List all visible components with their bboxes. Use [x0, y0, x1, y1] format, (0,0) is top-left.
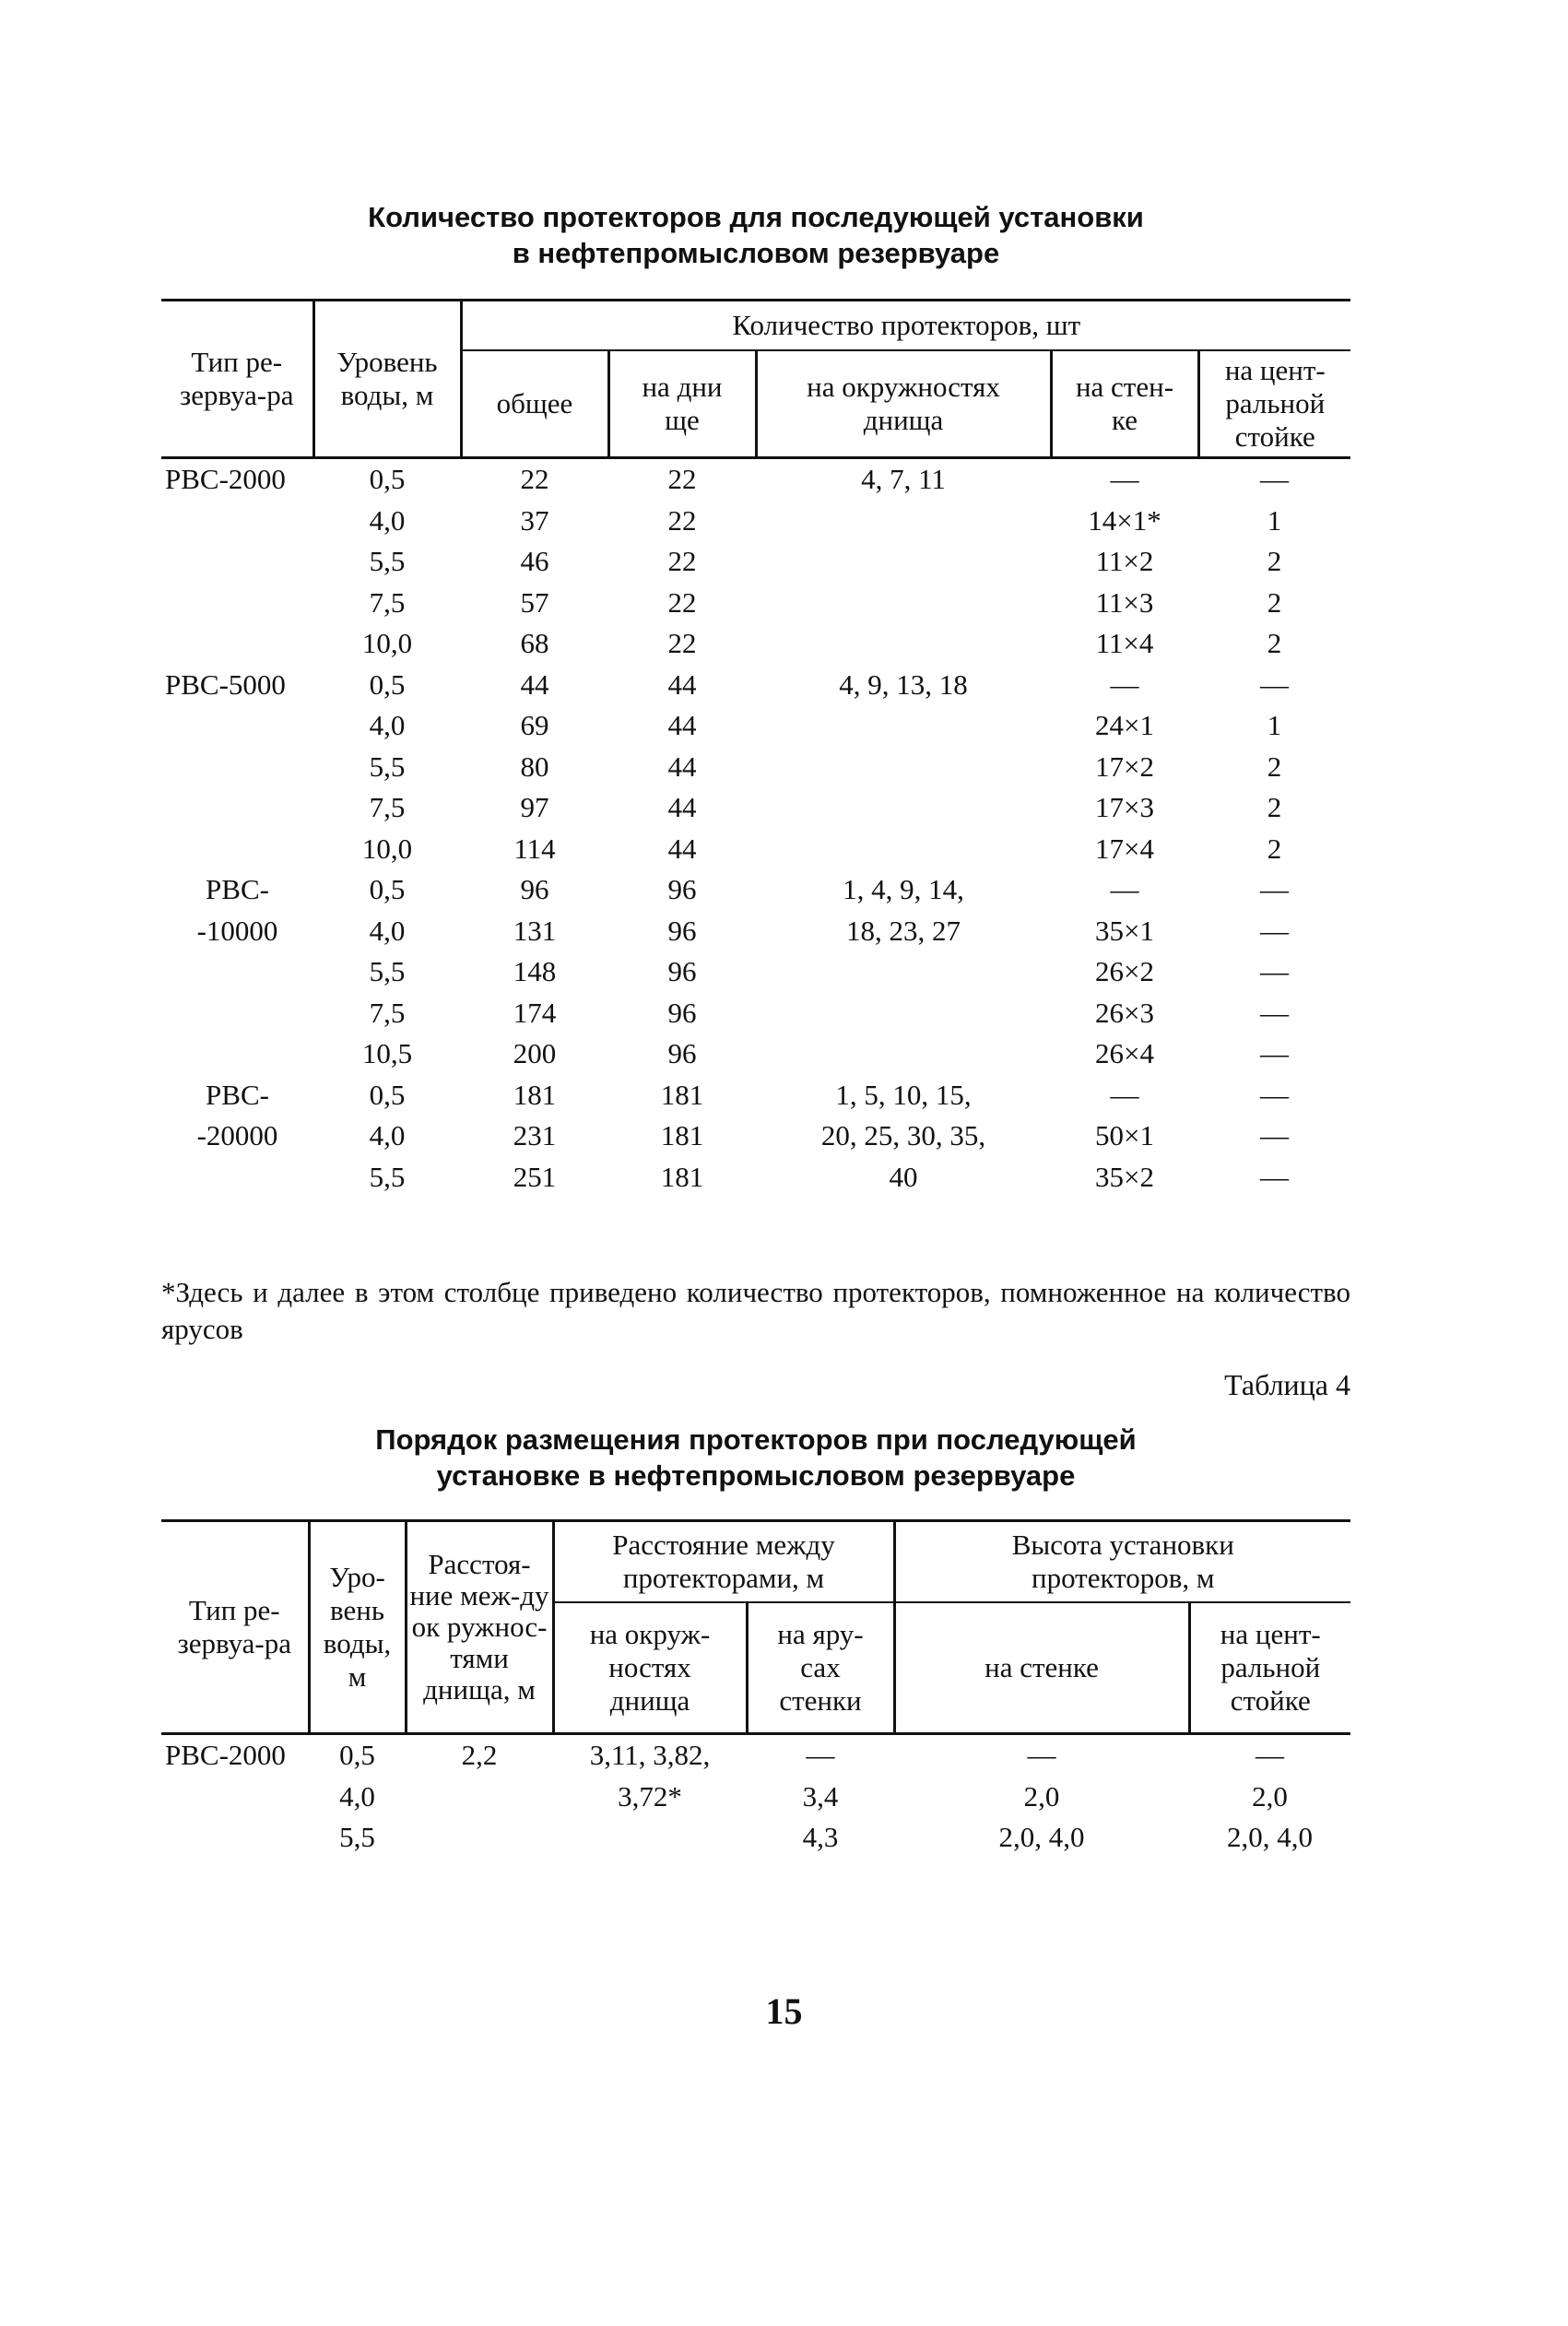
cell-level: 5,5	[369, 545, 406, 578]
cell-wall: 24×1	[1095, 709, 1154, 742]
cell-bottom: 96	[667, 955, 697, 988]
cell-type	[161, 1033, 313, 1075]
cell-on-circles: 3,11, 3,82,	[589, 1739, 711, 1772]
cell-column: —	[1260, 1119, 1290, 1152]
table-row	[161, 501, 1350, 542]
cell-total: 37	[520, 503, 549, 537]
cell-bottom: 44	[667, 709, 697, 742]
page-number: 15	[765, 1990, 803, 2032]
table-row	[161, 1817, 1350, 1859]
cell-type	[161, 623, 313, 665]
cell-total: 181	[513, 1078, 557, 1111]
cell-total: 46	[520, 545, 549, 578]
table4-header-dist: Расстоя-ние меж-ду ок ружнос-тями днища, м	[406, 1521, 553, 1734]
cell-column: —	[1260, 955, 1290, 988]
cell-wall: 17×3	[1095, 791, 1154, 824]
cell-wall: 11×3	[1095, 585, 1154, 619]
table3-header-total: общее	[461, 350, 608, 458]
cell-wall: 26×2	[1095, 955, 1154, 988]
cell-wall: 35×2	[1095, 1160, 1154, 1193]
cell-type: РВС-5000	[165, 667, 286, 701]
cell-total: 68	[520, 627, 549, 660]
cell-type: РВС-	[206, 1078, 269, 1111]
table-row	[161, 623, 1350, 665]
cell-circles: 40	[889, 1160, 918, 1193]
cell-column: 2	[1267, 585, 1282, 619]
table-row	[161, 705, 1350, 747]
cell-level: 0,5	[369, 1078, 406, 1111]
cell-column: 1	[1267, 503, 1282, 537]
cell-type	[161, 1817, 309, 1859]
cell-column: 2	[1267, 832, 1282, 865]
cell-circles	[756, 747, 1051, 788]
table4-header-on-circles: на окруж-ностях днища	[553, 1602, 747, 1734]
table-row	[161, 911, 1350, 952]
table4-header-level: Уро-вень воды, м	[309, 1521, 406, 1734]
table-row	[161, 1033, 1350, 1075]
cell-level: 5,5	[369, 1160, 406, 1193]
table-row	[161, 993, 1350, 1034]
cell-wall: 11×4	[1095, 627, 1154, 660]
table3-title	[161, 199, 1350, 271]
cell-circles: 20, 25, 30, 35,	[820, 1119, 986, 1152]
cell-total: 44	[520, 667, 549, 701]
cell-on-column: —	[1256, 1739, 1285, 1772]
cell-column: —	[1260, 1160, 1290, 1193]
table3-title-line1: Количество протекторов для последующей установки	[368, 201, 1144, 233]
cell-column: 2	[1267, 791, 1282, 824]
cell-circles	[756, 829, 1051, 870]
cell-bottom: 44	[667, 750, 697, 783]
cell-column: —	[1260, 1037, 1290, 1070]
cell-circles	[756, 951, 1051, 993]
cell-on-wall: 2,0, 4,0	[998, 1821, 1085, 1854]
cell-dist: 2,2	[461, 1739, 498, 1772]
table3-title-line2: в нефтепромысловом резервуаре	[512, 237, 1000, 269]
table-row	[161, 1157, 1350, 1198]
cell-total: 80	[520, 750, 549, 783]
table4-header-on-wall: на стенке	[894, 1602, 1189, 1734]
table3-header-type: Тип ре-зервуа-ра	[161, 301, 313, 458]
cell-bottom: 181	[660, 1119, 704, 1152]
cell-type: РВС-2000	[165, 463, 286, 496]
cell-circles	[756, 787, 1051, 829]
cell-wall: —	[1110, 667, 1139, 701]
cell-column: —	[1260, 463, 1290, 496]
cell-column: —	[1260, 1078, 1290, 1111]
table3-header-bottom: на дни ще	[608, 350, 756, 458]
table4-header-between-group: Расстояние между протекторами, м	[553, 1521, 894, 1603]
cell-level: 7,5	[369, 585, 406, 619]
cell-bottom: 96	[667, 914, 697, 947]
cell-type	[161, 501, 313, 542]
cell-circles	[756, 993, 1051, 1034]
table4-header-on-column: на цент-ральной стойке	[1189, 1602, 1350, 1734]
cell-wall: 35×1	[1095, 914, 1154, 947]
cell-level: 5,5	[369, 955, 406, 988]
table-row	[161, 869, 1350, 911]
cell-total: 69	[520, 709, 549, 742]
table4-header-height-group: Высота установки протекторов, м	[894, 1521, 1350, 1603]
cell-total: 251	[513, 1160, 557, 1193]
cell-level: 10,0	[361, 832, 413, 865]
cell-column: —	[1260, 996, 1290, 1029]
table4-label: Таблица 4	[1224, 1368, 1350, 1401]
cell-type	[161, 993, 313, 1034]
cell-column: 2	[1267, 627, 1282, 660]
cell-circles	[756, 705, 1051, 747]
cell-on-tiers: 4,3	[802, 1821, 839, 1854]
table-row	[161, 1116, 1350, 1157]
cell-level: 7,5	[369, 791, 406, 824]
table3-header-column: на цент-ральной стойке	[1198, 350, 1350, 458]
cell-type	[161, 583, 313, 624]
cell-type: РВС-2000	[165, 1739, 286, 1772]
table-row	[161, 665, 1350, 706]
cell-dist	[406, 1817, 553, 1859]
table4	[161, 1519, 1350, 1859]
cell-on-wall: —	[1027, 1739, 1056, 1772]
cell-column: 1	[1267, 709, 1282, 742]
table3-footnote: *Здесь и далее в этом столбце приведено количество протекторов, помноженное на количество ярусов	[161, 1276, 1350, 1345]
cell-bottom: 44	[667, 791, 697, 824]
cell-level: 4,0	[369, 914, 406, 947]
cell-bottom: 96	[667, 996, 697, 1029]
table-row	[161, 1777, 1350, 1818]
cell-wall: 26×3	[1095, 996, 1154, 1029]
table-row	[161, 583, 1350, 624]
cell-total: 114	[513, 832, 556, 865]
cell-level: 0,5	[339, 1739, 375, 1772]
cell-wall: —	[1110, 1078, 1139, 1111]
cell-circles: 4, 9, 13, 18	[839, 667, 968, 701]
cell-on-circles	[553, 1817, 747, 1859]
cell-column: 2	[1267, 545, 1282, 578]
table4-header-on-tiers: на яру-сах стенки	[747, 1602, 894, 1734]
table3-header-circles: на окружностях днища	[756, 350, 1051, 458]
cell-on-column: 2,0, 4,0	[1227, 1821, 1314, 1854]
cell-wall: 11×2	[1095, 545, 1154, 578]
cell-type	[161, 705, 313, 747]
cell-total: 22	[520, 463, 549, 496]
cell-bottom: 44	[667, 832, 697, 865]
cell-bottom: 22	[667, 585, 697, 619]
cell-wall: —	[1110, 873, 1139, 906]
table3-header-level: Уровень воды, м	[313, 301, 461, 458]
cell-type	[161, 951, 313, 993]
cell-level: 5,5	[339, 1821, 375, 1854]
table3	[161, 299, 1350, 1198]
table-row	[161, 829, 1350, 870]
cell-level: 4,0	[369, 503, 406, 537]
cell-level: 0,5	[369, 873, 406, 906]
cell-wall: —	[1110, 463, 1139, 496]
table-row	[161, 951, 1350, 993]
cell-type: -20000	[196, 1119, 278, 1152]
cell-level: 0,5	[369, 667, 406, 701]
cell-type	[161, 1777, 309, 1818]
cell-column: —	[1260, 667, 1290, 701]
cell-column: —	[1260, 914, 1290, 947]
cell-circles	[756, 1033, 1051, 1075]
cell-circles: 1, 4, 9, 14,	[843, 873, 964, 906]
cell-circles	[756, 541, 1051, 583]
cell-wall: 26×4	[1095, 1037, 1154, 1070]
cell-column: —	[1260, 873, 1290, 906]
table-row	[161, 747, 1350, 788]
cell-wall: 50×1	[1095, 1119, 1154, 1152]
table4-header-type: Тип ре-зервуа-ра	[161, 1521, 309, 1734]
cell-type	[161, 747, 313, 788]
cell-dist	[406, 1777, 553, 1818]
cell-type	[161, 829, 313, 870]
cell-type	[161, 1157, 313, 1198]
cell-on-tiers: —	[806, 1739, 835, 1772]
cell-bottom: 181	[660, 1078, 704, 1111]
cell-circles: 1, 5, 10, 15,	[835, 1078, 972, 1111]
cell-level: 4,0	[339, 1779, 375, 1812]
cell-level: 7,5	[369, 996, 406, 1029]
table-row	[161, 458, 1350, 501]
table-row	[161, 541, 1350, 583]
cell-wall: 17×4	[1095, 832, 1154, 865]
cell-bottom: 96	[667, 1037, 697, 1070]
cell-level: 10,0	[361, 627, 413, 660]
cell-circles	[756, 501, 1051, 542]
cell-bottom: 181	[660, 1160, 704, 1193]
cell-level: 10,5	[361, 1037, 413, 1070]
table-row	[161, 1734, 1350, 1777]
cell-total: 148	[513, 955, 557, 988]
cell-total: 97	[520, 791, 549, 824]
cell-on-tiers: 3,4	[802, 1779, 839, 1812]
table3-header-group: Количество протекторов, шт	[461, 301, 1350, 351]
cell-wall: 17×2	[1095, 750, 1154, 783]
cell-bottom: 22	[667, 503, 697, 537]
cell-bottom: 44	[667, 667, 697, 701]
cell-total: 57	[520, 585, 549, 619]
cell-level: 0,5	[369, 463, 406, 496]
cell-on-column: 2,0	[1252, 1779, 1288, 1812]
cell-total: 231	[513, 1119, 557, 1152]
cell-total: 131	[513, 914, 557, 947]
cell-bottom: 22	[667, 627, 697, 660]
cell-level: 4,0	[369, 1119, 406, 1152]
cell-level: 4,0	[369, 709, 406, 742]
cell-type: РВС-	[206, 873, 269, 906]
cell-column: 2	[1267, 750, 1282, 783]
cell-type: -10000	[196, 914, 278, 947]
cell-circles	[756, 623, 1051, 665]
cell-bottom: 22	[667, 463, 697, 496]
cell-bottom: 22	[667, 545, 697, 578]
cell-total: 96	[520, 873, 549, 906]
cell-circles: 18, 23, 27	[846, 914, 961, 947]
cell-bottom: 96	[667, 873, 697, 906]
cell-circles	[756, 583, 1051, 624]
cell-on-wall: 2,0	[1023, 1779, 1060, 1812]
table-row	[161, 787, 1350, 829]
cell-type	[161, 541, 313, 583]
cell-total: 200	[513, 1037, 557, 1070]
table4-title	[161, 1422, 1350, 1494]
table3-header-wall: на стен-ке	[1051, 350, 1198, 458]
table4-title-line2: установке в нефтепромысловом резервуаре	[436, 1459, 1076, 1492]
cell-total: 174	[513, 996, 557, 1029]
cell-circles: 4, 7, 11	[861, 463, 946, 496]
cell-type	[161, 787, 313, 829]
cell-wall: 14×1*	[1088, 503, 1161, 537]
cell-on-circles: 3,72*	[618, 1779, 682, 1812]
table4-title-line1: Порядок размещения протекторов при последующей	[375, 1423, 1137, 1456]
cell-level: 5,5	[369, 750, 406, 783]
table-row	[161, 1075, 1350, 1116]
